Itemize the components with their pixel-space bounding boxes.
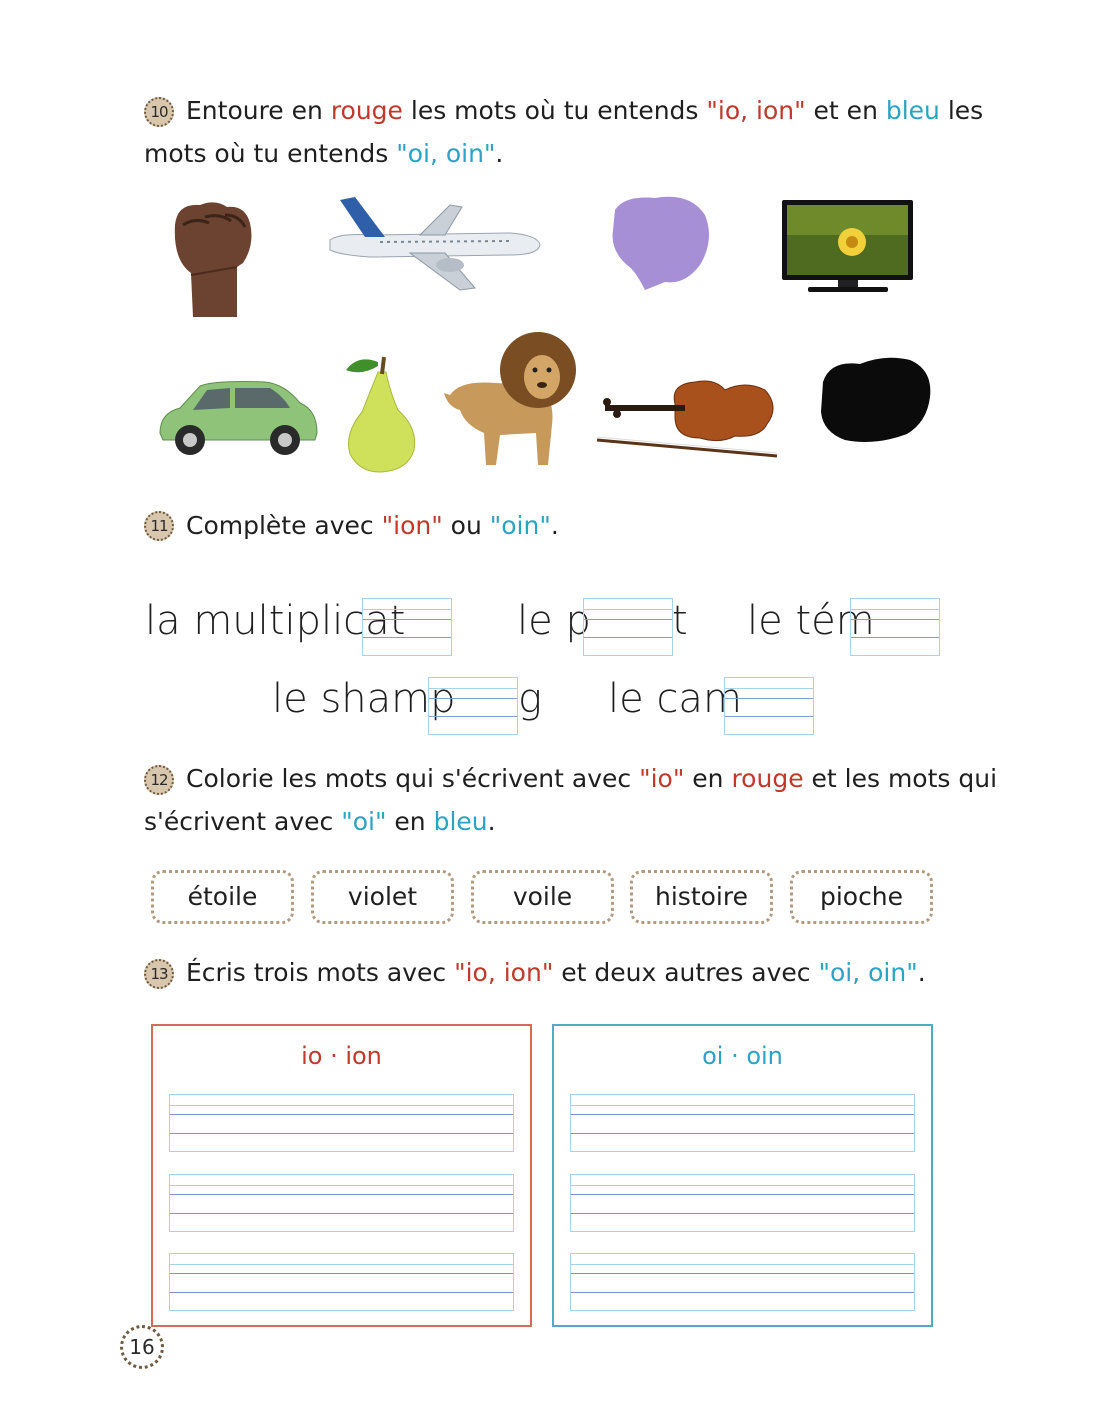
instr-text: et deux autres avec <box>553 958 819 987</box>
fill-word-tem: le tém <box>747 598 875 644</box>
exercise-12-instruction-line2 <box>144 801 496 843</box>
instr-blue-sounds: "oi, oin" <box>818 958 918 987</box>
instr-text: et les mots qui <box>803 764 998 793</box>
instr-blue-sound: "oi" <box>341 807 387 836</box>
instr-blue-word: bleu <box>885 96 940 125</box>
fill-blank-2[interactable] <box>583 598 673 656</box>
instr-red-sounds: "io, ion" <box>454 958 554 987</box>
writing-lines-5[interactable] <box>570 1174 915 1232</box>
pear-image <box>340 352 420 474</box>
instr-text: ou <box>442 511 490 540</box>
instr-text: en <box>684 764 732 793</box>
exercise-10-instruction-line2 <box>144 133 503 175</box>
instr-text: Entoure en <box>186 96 331 125</box>
instr-text: Colorie les mots qui s'écrivent avec <box>186 764 640 793</box>
writing-lines-2[interactable] <box>169 1174 514 1232</box>
page-number: 16 <box>120 1325 164 1369</box>
black-paint-image <box>815 352 935 447</box>
car-image <box>155 378 320 460</box>
word-chip-pioche[interactable]: pioche <box>790 870 933 924</box>
instr-text: Complète avec <box>186 511 382 540</box>
fill-word-shamp: le shamp <box>272 676 456 722</box>
io-ion-panel-title: io · ion <box>301 1042 382 1070</box>
exercise-10-instruction-line1 <box>186 90 983 132</box>
purple-paint-image <box>605 190 715 295</box>
oi-oin-panel-title: oi · oin <box>702 1042 783 1070</box>
writing-lines-3[interactable] <box>169 1253 514 1311</box>
instr-text: les mots où tu entends <box>402 96 707 125</box>
word-chip-histoire[interactable]: histoire <box>630 870 773 924</box>
instr-text: . <box>487 807 496 836</box>
exercise-13-instruction <box>186 952 926 994</box>
instr-red-word: rouge <box>731 764 804 793</box>
television-image <box>780 198 915 295</box>
instr-red-sound: "ion" <box>381 511 443 540</box>
writing-lines-1[interactable] <box>169 1094 514 1152</box>
exercise-11-instruction <box>186 505 559 547</box>
instr-text: Écris trois mots avec <box>186 958 455 987</box>
instr-text: mots où tu entends <box>144 139 397 168</box>
fist-image <box>165 195 260 320</box>
instr-text: et en <box>805 96 886 125</box>
instr-blue-sounds: "oi, oin" <box>396 139 496 168</box>
fill-blank-3[interactable] <box>850 598 940 656</box>
instr-text: . <box>917 958 926 987</box>
lion-image <box>440 325 580 470</box>
instr-text: . <box>550 511 559 540</box>
word-chip-violet[interactable]: violet <box>311 870 454 924</box>
fill-blank-5[interactable] <box>724 677 814 735</box>
instr-text: . <box>495 139 504 168</box>
instr-text: les <box>939 96 984 125</box>
exercise-13-badge: 13 <box>144 959 174 989</box>
violin-image <box>595 372 780 460</box>
oi-oin-panel <box>552 1024 933 1327</box>
fill-word-g: g <box>518 676 543 722</box>
writing-lines-4[interactable] <box>570 1094 915 1152</box>
instr-text: s'écrivent avec <box>144 807 342 836</box>
word-chip-voile[interactable]: voile <box>471 870 614 924</box>
fill-word-p: le p <box>517 598 591 644</box>
fill-word-multiplicat: la multiplicat <box>145 598 406 644</box>
instr-red-sounds: "io, ion" <box>706 96 806 125</box>
instr-red-word: rouge <box>330 96 403 125</box>
fill-word-t: t <box>672 598 688 644</box>
exercise-10-badge: 10 <box>144 97 174 127</box>
instr-blue-sound: "oin" <box>489 511 551 540</box>
io-ion-panel <box>151 1024 532 1327</box>
instr-blue-word: bleu <box>433 807 488 836</box>
exercise-11-badge: 11 <box>144 511 174 541</box>
fill-blank-1[interactable] <box>362 598 452 656</box>
instr-red-sound: "io" <box>639 764 685 793</box>
exercise-12-badge: 12 <box>144 765 174 795</box>
airplane-image <box>310 195 545 295</box>
word-chip-etoile[interactable]: étoile <box>151 870 294 924</box>
fill-word-cam: le cam <box>608 676 742 722</box>
writing-lines-6[interactable] <box>570 1253 915 1311</box>
exercise-12-instruction-line1 <box>186 758 997 800</box>
instr-text: en <box>386 807 434 836</box>
fill-blank-4[interactable] <box>428 677 518 735</box>
